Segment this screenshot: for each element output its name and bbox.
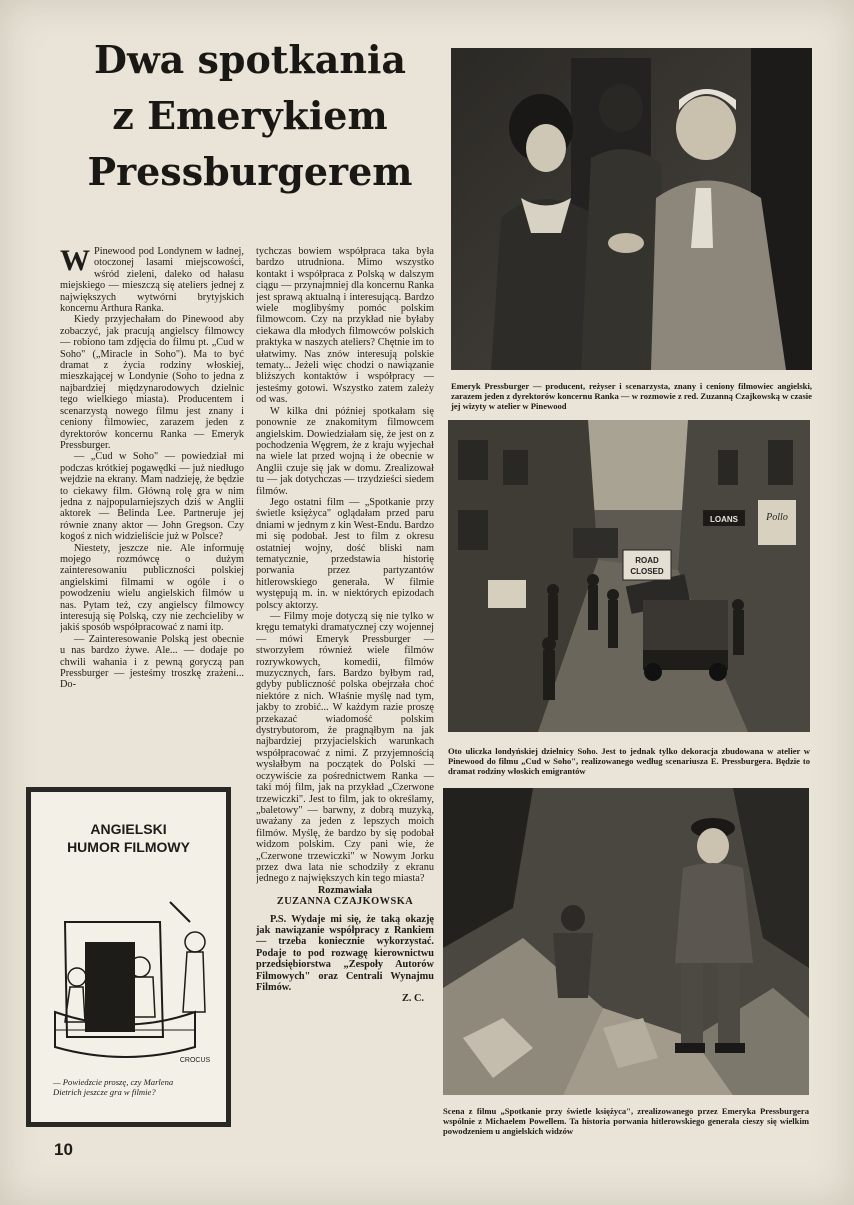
postscript: P.S. Wydaje mi się, że taką okazję jak nawiązanie współpracy z Rankiem — trzeba koniecznie wykorzystać. Podaje to pod rozwagę kierownictwu przedsiębiorstwa „Zespoły Autorów Filmowych" oraz Centrali Wynajmu Filmów. — [256, 913, 434, 993]
paragraph: W kilka dni później spotkałam się ponownie ze znakomitym filmowcem angielskim. Dowiedziałam się, że jest on z pochodzenia Węgrem, że z kraju wyjechał na wiele lat przed wojną i że obecnie w Anglii czuje się jak w domu. Zrealizował tu — jak dotychczas — trzydzieści siedem filmów. — [256, 405, 434, 497]
article-headline — [60, 32, 440, 200]
paragraph: Niestety, jeszcze nie. Ale informuję mojego rozmówcę o dużym zainteresowaniu publiczności polskiej angielskimi filmami w ogóle i o powodzeniu wielu angielskich filmów u nas. Pytam też, czy angielscy filmowcy interesują się Polską, czy nie zechcieliby w jakiś sposób współpracować z nami itp. — [60, 542, 244, 634]
article-column-1 — [60, 246, 244, 780]
headline-line-1: Dwa spotkania — [93, 37, 406, 82]
byline-author: ZUZANNA CZAJKOWSKA — [276, 896, 414, 908]
cartoon-caption: — Powiedzcie proszę, czy Marlena Dietrich jeszcze gra w filmie? — [53, 1077, 174, 1097]
paragraph: Kiedy przyjechałam do Pinewood aby zobaczyć, jak pracują angielscy filmowcy — robiono tam zdjęcia do filmu pt. „Cud w Soho" („Miracle in Soho"). Ma to być dramat z życia rodziny włoskiej, mieszkającej w Londynie (Soho to jedna z najbardziej międzynarodowych dzielnic tego wielkiego miasta). Producentem i scenarzystą nowego filmu jest znany i ceniony filmowiec, zarazem jeden z dyrektorów koncernu Ranka — Emeryk Pressburger. — [60, 314, 244, 451]
photo-1-caption: Emeryk Pressburger — producent, reżyser i scenarzysta, znany i ceniony filmowiec angielski, zarazem jeden z dyrektorów koncernu Ranka — w rozmowie z red. Zuzanną Czajkowską w czasie jej wizyty w atelier w Pinewood — [451, 381, 812, 411]
photo-interview-image — [451, 48, 812, 370]
shop-sign-loans: LOANS — [710, 515, 738, 524]
photo-scene-image — [443, 788, 809, 1095]
photo-2-caption: Oto uliczka londyńskiej dzielnicy Soho. Jest to jednak tylko dekoracja zbudowana w atelier w Pinewood do filmu „Cud w Soho", realizowanego według scenariusza E. Pressburgera. Będzie to dramat rodziny włoskich emigrantów — [448, 746, 810, 776]
road-sign-road: ROAD — [635, 556, 659, 565]
cartoon-signature: CROCUS — [179, 1057, 211, 1064]
cartoon-title: ANGIELSKI HUMOR FILMOWY — [67, 821, 190, 855]
photo-pressburger-interview — [451, 48, 812, 370]
photo-film-scene — [443, 788, 809, 1095]
page-number: 10 — [54, 1140, 73, 1159]
headline-line-2: z Emerykiem — [112, 93, 388, 138]
cartoon-box — [26, 787, 231, 1127]
road-sign-closed: CLOSED — [630, 567, 664, 576]
article-column-2 — [256, 246, 434, 1132]
cartoon-drawing — [45, 862, 213, 1067]
drop-cap: W — [60, 246, 90, 277]
paragraph: — Zainteresowanie Polską jest obecnie u nas bardzo żywe. Ale... — dodaje po chwili wahania i z pewną goryczą pan Pressburger — jesteśmy troszkę zrażeni... Do- — [60, 633, 244, 691]
photo-3-caption: Scena z filmu „Spotkanie przy świetle księżyca", zrealizowanego przez Emeryka Pressburgera wspólnie z Michaelem Powellem. Ta historia porwania hitlerowskiego generała cieszy się wielkim powodzeniem u angielskich widzów — [443, 1106, 809, 1136]
postscript-initials: Z. C. — [401, 993, 424, 1005]
paragraph: — „Cud w Soho" — powiedział mi podczas krótkiej pogawędki — już niedługo wejdzie na ekrany. Mam nadzieję, że będzie to ciekawy film. Główną rolę gra w nim jedna z najpopularniejszych dziś w Anglii aktorek — Belinda Lee. Partneruje jej równie znany aktor — John Gregson. Czy kogoś z nich widzieliście już w Polsce? — [60, 451, 244, 543]
shop-sign-pollo: Pollo — [766, 512, 788, 523]
photo-soho-image — [448, 420, 810, 732]
photo-soho-street-set — [448, 420, 810, 732]
byline-label: Rozmawiała — [317, 884, 373, 896]
paragraph: tychczas bowiem współpraca taka była bardzo utrudniona. Mimo wszystko kontakt i współpraca z Polską w dalszym ciągu — przynajmniej dla koncernu Ranka jest sprawą aktualną i interesującą. Bardzo wiele moglibyśmy pomóc polskim filmowcom. Czy na przykład nie byłaby ciekawa dla młodych filmowców polskich praktyka w naszych ateliers? Chętnie im to ułatwimy. Nas znów interesują polskie tematy... Jeżeli więc chodzi o nawiązanie bliższych kontaktów i współpracy — jesteśmy gotowi. Wszystko zatem zależy od was. — [256, 246, 434, 406]
paragraph: W Pinewood pod Londynem w ładnej, otoczonej lasami miejscowości, wśród zieleni, daleko od hałasu miejskiego — mieszczą się ateliers jednej z największych wytwórni brytyjskich koncernu Arthura Ranka. — [60, 246, 244, 315]
paragraph: Jego ostatni film — „Spotkanie przy świetle księżyca" oglądałam przed paru dniami w jednym z kin West-Endu. Bardzo mi się podobał. Jest to film z okresu ostatniej wojny, dość bliski nam tematycznie, przedstawia historię porwania przez partyzantów hitlerowskiego generała. W filmie występują m. in. w niektórych epizodach polscy aktorzy. — [256, 496, 434, 611]
headline-line-3: Pressburgerem — [87, 149, 413, 194]
paragraph: — Filmy moje dotyczą się nie tylko w kręgu tematyki dramatycznej czy wojennej — mówi Emeryk Pressburger — stworzyłem również wiele filmów rozrywkowych, komedii, filmów muzycznych, fars. Bardzo byłbym rad, gdyby publiczność polska obejrzała choć niektóre z nich. Właśnie myślę nad tym, jakby to zrobić... W każdym razie proszę przekazać wiadomość polskim dystrybutorom, że pragnąłbym na jak najbardziej przyjacielskich warunkach współpracować z nimi. Z przyjemnością wysłałbym na początek do Polski — oczywiście za pośrednictwem Ranka — taki mój film, jak na przykład „Czerwone trzewiczki". Jest to film, jak to określamy, „baletowy" — barwny, z dobrą muzyką, uważany za jeden z lepszych moich filmów. Myślę, że bardzo by się podobał widzom polskim. Czy pani wie, że „Czerwone trzewiczki" w Nowym Jorku przez dwa lata nie schodziły z ekranu jednego z największych kin tego miasta? — [256, 611, 434, 885]
